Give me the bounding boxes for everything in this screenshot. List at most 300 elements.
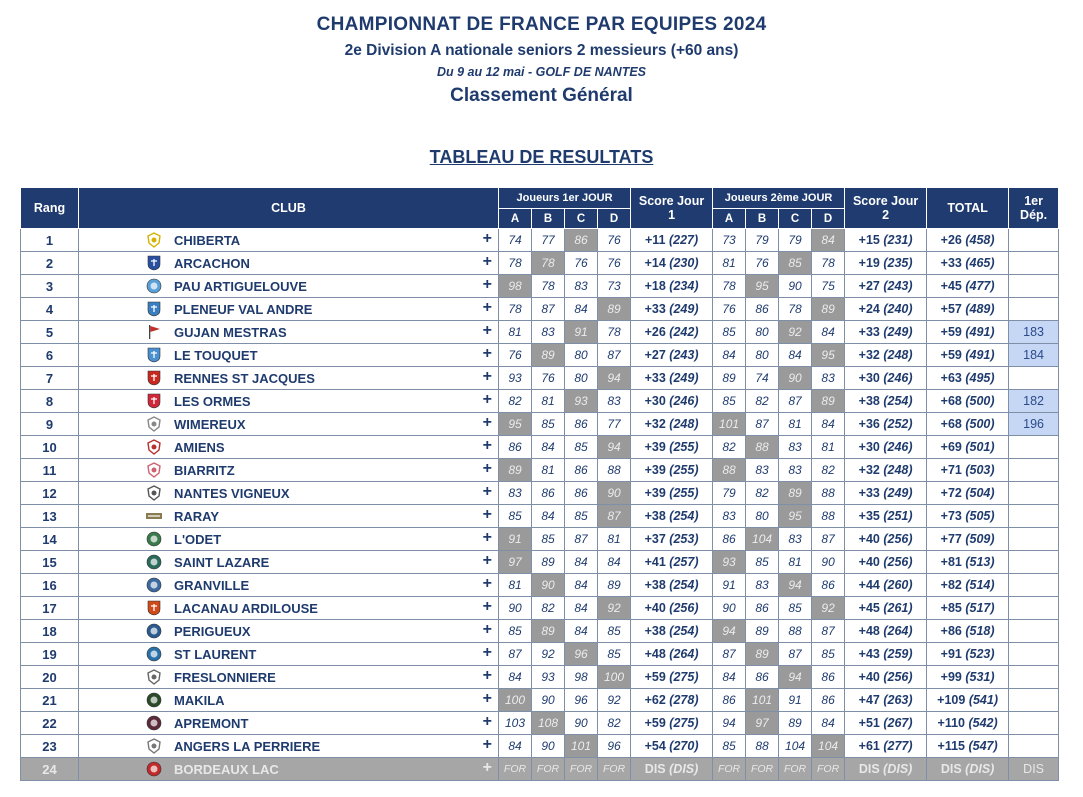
total-strokes: (547) — [968, 739, 998, 753]
total-cell — [927, 689, 1009, 712]
expand-plus-icon[interactable]: + — [482, 759, 492, 776]
day2-player-score: 87 — [779, 390, 812, 413]
club-cell — [79, 344, 499, 367]
rank-cell: 14 — [21, 528, 79, 551]
col-score-jour1-num: 1 — [668, 208, 676, 222]
day2-player-score: 79 — [713, 482, 746, 505]
expand-plus-icon[interactable]: + — [482, 276, 492, 293]
col-j2-player-b: B — [746, 209, 779, 229]
club-name: BORDEAUX LAC — [174, 761, 279, 777]
day1-player-score: 100 — [598, 666, 631, 689]
day1-player-score: 73 — [598, 275, 631, 298]
score-day2-strokes: (256) — [883, 555, 913, 569]
day1-player-score: 86 — [565, 459, 598, 482]
score-day2-cell — [845, 528, 927, 551]
playoff-cell — [1009, 229, 1059, 252]
club-cell — [79, 505, 499, 528]
total-strokes: (503) — [965, 463, 995, 477]
day2-player-score: 92 — [812, 597, 845, 620]
day2-player-score: 89 — [812, 390, 845, 413]
day1-player-score: FOR — [499, 758, 532, 781]
score-day1-strokes: (254) — [669, 578, 699, 592]
circle-logo — [146, 761, 162, 777]
club-cell — [79, 620, 499, 643]
score-day2-strokes: (256) — [883, 532, 913, 546]
expand-plus-icon[interactable]: + — [482, 253, 492, 270]
day2-player-score: 81 — [713, 252, 746, 275]
day2-player-score: 85 — [779, 597, 812, 620]
table-row — [21, 666, 1059, 689]
day1-player-score: 86 — [565, 482, 598, 505]
score-day2-cell — [845, 344, 927, 367]
total-strokes: (500) — [965, 394, 995, 408]
day2-player-score: FOR — [779, 758, 812, 781]
day2-player-score: 81 — [779, 551, 812, 574]
playoff-cell — [1009, 505, 1059, 528]
day1-player-score: 97 — [499, 551, 532, 574]
day1-player-score: 108 — [532, 712, 565, 735]
expand-plus-icon[interactable]: + — [482, 713, 492, 730]
score-day1: +37 — [644, 532, 666, 546]
col-score-jour2-num: 2 — [882, 208, 890, 222]
day1-player-score: 87 — [499, 643, 532, 666]
total-strokes: (491) — [965, 348, 995, 362]
day2-player-score: 92 — [779, 321, 812, 344]
score-day1-strokes: (249) — [669, 371, 699, 385]
day2-player-score: 89 — [779, 482, 812, 505]
day2-player-score: 87 — [812, 620, 845, 643]
total-cell — [927, 413, 1009, 436]
expand-plus-icon[interactable]: + — [482, 552, 492, 569]
club-cell — [79, 643, 499, 666]
playoff-cell — [1009, 482, 1059, 505]
day1-player-score: 92 — [598, 689, 631, 712]
score-day2: +19 — [858, 256, 880, 270]
day2-player-score: 80 — [746, 321, 779, 344]
club-name: FRESLONNIERE — [174, 669, 276, 685]
club-name: PERIGUEUX — [174, 623, 251, 639]
total-cell — [927, 298, 1009, 321]
score-day2-strokes: (267) — [883, 716, 913, 730]
day1-player-score: 85 — [532, 528, 565, 551]
club-name: AMIENS — [174, 439, 225, 455]
crest-logo — [146, 439, 162, 455]
expand-plus-icon[interactable]: + — [482, 437, 492, 454]
day2-player-score: 83 — [779, 459, 812, 482]
shield-logo — [146, 255, 162, 271]
classement-heading: Classement Général — [450, 85, 633, 106]
day2-player-score: FOR — [713, 758, 746, 781]
club-name: LES ORMES — [174, 393, 251, 409]
score-day2-strokes: (246) — [883, 371, 913, 385]
score-day1-strokes: (264) — [669, 647, 699, 661]
club-cell — [79, 551, 499, 574]
total-strokes: (541) — [968, 693, 998, 707]
score-day1-strokes: (255) — [669, 486, 699, 500]
expand-plus-icon[interactable]: + — [482, 391, 492, 408]
club-name: PLENEUF VAL ANDRE — [174, 301, 313, 317]
rank-cell: 15 — [21, 551, 79, 574]
day1-player-score: 84 — [565, 298, 598, 321]
day1-player-score: 90 — [532, 735, 565, 758]
playoff-cell — [1009, 620, 1059, 643]
club-cell — [79, 252, 499, 275]
score-day2-cell — [845, 367, 927, 390]
playoff-cell — [1009, 689, 1059, 712]
day2-player-score: 74 — [746, 367, 779, 390]
day1-player-score: FOR — [565, 758, 598, 781]
total-score: DIS — [940, 762, 962, 776]
day2-player-score: FOR — [746, 758, 779, 781]
col-j2-player-a: A — [713, 209, 746, 229]
expand-plus-icon[interactable]: + — [482, 414, 492, 431]
col-j2-player-c: C — [779, 209, 812, 229]
club-cell — [79, 298, 499, 321]
day1-player-score: 76 — [565, 252, 598, 275]
expand-plus-icon[interactable]: + — [482, 368, 492, 385]
day2-player-score: 84 — [713, 344, 746, 367]
day1-player-score: 87 — [598, 344, 631, 367]
shield-logo — [146, 347, 162, 363]
day1-player-score: 78 — [598, 321, 631, 344]
total-cell — [927, 344, 1009, 367]
total-strokes: (DIS) — [965, 762, 995, 776]
day2-player-score: 83 — [746, 459, 779, 482]
col-j1-player-b: B — [532, 209, 565, 229]
day1-player-score: 103 — [499, 712, 532, 735]
total-cell — [927, 666, 1009, 689]
club-cell — [79, 367, 499, 390]
club-cell — [79, 275, 499, 298]
day2-player-score: 87 — [746, 413, 779, 436]
score-day1-strokes: (DIS) — [669, 762, 699, 776]
playoff-cell — [1009, 528, 1059, 551]
expand-plus-icon[interactable]: + — [482, 460, 492, 477]
total-cell — [927, 712, 1009, 735]
score-day2: +32 — [858, 463, 880, 477]
day2-player-score: 83 — [746, 574, 779, 597]
day1-player-score: 86 — [565, 413, 598, 436]
score-day1-cell — [631, 367, 713, 390]
total-cell — [927, 574, 1009, 597]
table-row — [21, 482, 1059, 505]
total-cell — [927, 620, 1009, 643]
total-strokes: (523) — [965, 647, 995, 661]
playoff-cell: 183 — [1009, 321, 1059, 344]
expand-plus-icon[interactable]: + — [482, 621, 492, 638]
expand-plus-icon[interactable]: + — [482, 598, 492, 615]
col-rang: Rang — [21, 188, 79, 229]
expand-plus-icon[interactable]: + — [482, 644, 492, 661]
total-strokes: (531) — [965, 670, 995, 684]
score-day2-cell — [845, 229, 927, 252]
score-day1-cell — [631, 505, 713, 528]
playoff-cell — [1009, 643, 1059, 666]
score-day1-cell — [631, 459, 713, 482]
day2-player-score: 89 — [746, 643, 779, 666]
score-day1: +41 — [644, 555, 666, 569]
day1-player-score: 76 — [499, 344, 532, 367]
day2-player-score: 95 — [812, 344, 845, 367]
banner-logo — [146, 508, 162, 524]
total-score: +59 — [940, 348, 962, 362]
day1-player-score: 83 — [565, 275, 598, 298]
day1-player-score: 84 — [565, 551, 598, 574]
day1-player-score: 96 — [565, 643, 598, 666]
day1-player-score: 84 — [598, 551, 631, 574]
expand-plus-icon[interactable]: + — [482, 529, 492, 546]
expand-plus-icon[interactable]: + — [482, 506, 492, 523]
total-score: +77 — [940, 532, 962, 546]
day2-player-score: 86 — [812, 689, 845, 712]
day2-player-score: 76 — [713, 298, 746, 321]
day1-player-score: FOR — [598, 758, 631, 781]
playoff-cell — [1009, 735, 1059, 758]
score-day2-cell — [845, 321, 927, 344]
score-day2-cell — [845, 712, 927, 735]
score-day2: +24 — [858, 302, 880, 316]
total-score: +91 — [940, 647, 962, 661]
expand-plus-icon[interactable]: + — [482, 322, 492, 339]
col-jour2-players: Joueurs 2ème JOUR — [713, 188, 845, 209]
day2-player-score: 89 — [779, 712, 812, 735]
score-day2-strokes: (249) — [883, 325, 913, 339]
score-day2-strokes: (252) — [883, 417, 913, 431]
day2-player-score: 84 — [812, 712, 845, 735]
day2-player-score: 73 — [713, 229, 746, 252]
score-day2-strokes: (243) — [883, 279, 913, 293]
total-cell — [927, 482, 1009, 505]
score-day2: +44 — [858, 578, 880, 592]
day1-player-score: 78 — [532, 252, 565, 275]
playoff-cell — [1009, 459, 1059, 482]
division-subtitle: 2e Division A nationale seniors 2 messieurs (+60 ans) — [344, 42, 739, 59]
day1-player-score: 90 — [499, 597, 532, 620]
score-day1: +14 — [644, 256, 666, 270]
day2-player-score: 89 — [746, 620, 779, 643]
day1-player-score: 90 — [532, 574, 565, 597]
day2-player-score: 90 — [713, 597, 746, 620]
club-cell — [79, 758, 499, 781]
rank-cell: 22 — [21, 712, 79, 735]
score-day2-cell — [845, 275, 927, 298]
score-day2: +30 — [858, 440, 880, 454]
total-score: +73 — [940, 509, 962, 523]
expand-plus-icon[interactable]: + — [482, 575, 492, 592]
day1-player-score: 88 — [598, 459, 631, 482]
total-score: +115 — [937, 739, 965, 753]
score-day1-cell — [631, 482, 713, 505]
total-score: +110 — [937, 716, 965, 730]
day1-player-score: 86 — [565, 229, 598, 252]
total-cell — [927, 643, 1009, 666]
playoff-cell — [1009, 551, 1059, 574]
total-score: +86 — [940, 624, 962, 638]
playoff-cell — [1009, 298, 1059, 321]
score-day1-strokes: (275) — [669, 716, 699, 730]
score-day2: +47 — [858, 693, 880, 707]
day2-player-score: 84 — [779, 344, 812, 367]
col-depart-label-1: 1er — [1024, 194, 1043, 208]
score-day1-strokes: (246) — [669, 394, 699, 408]
club-name: SAINT LAZARE — [174, 554, 270, 570]
col-club: CLUB — [79, 188, 499, 229]
club-name: GUJAN MESTRAS — [174, 324, 287, 340]
score-day1: +40 — [644, 601, 666, 615]
club-name: RARAY — [174, 508, 220, 524]
score-day1-strokes: (254) — [669, 624, 699, 638]
rank-cell: 3 — [21, 275, 79, 298]
day2-player-score: 79 — [746, 229, 779, 252]
score-day1-cell — [631, 551, 713, 574]
score-day2: +48 — [858, 624, 880, 638]
score-day2: +15 — [858, 233, 880, 247]
day2-player-score: 101 — [713, 413, 746, 436]
day1-player-score: 93 — [565, 390, 598, 413]
day1-player-score: 84 — [532, 505, 565, 528]
score-day1-cell — [631, 712, 713, 735]
shield-logo — [146, 370, 162, 386]
score-day2: +38 — [858, 394, 880, 408]
day1-player-score: 84 — [499, 666, 532, 689]
club-name: NANTES VIGNEUX — [174, 485, 290, 501]
results-table — [20, 187, 1059, 781]
table-row — [21, 528, 1059, 551]
club-cell — [79, 321, 499, 344]
rank-cell: 17 — [21, 597, 79, 620]
day1-player-score: 96 — [565, 689, 598, 712]
day2-player-score: 84 — [812, 413, 845, 436]
club-name: MAKILA — [174, 692, 225, 708]
day2-player-score: 94 — [779, 574, 812, 597]
day1-player-score: 94 — [598, 436, 631, 459]
day2-player-score: 91 — [713, 574, 746, 597]
total-score: +45 — [940, 279, 962, 293]
day1-player-score: 80 — [565, 344, 598, 367]
day1-player-score: 87 — [598, 505, 631, 528]
expand-plus-icon[interactable]: + — [482, 299, 492, 316]
rank-cell: 21 — [21, 689, 79, 712]
table-row — [21, 390, 1059, 413]
score-day1: +59 — [644, 670, 666, 684]
total-strokes: (495) — [965, 371, 995, 385]
score-day1-cell — [631, 666, 713, 689]
day1-player-score: 85 — [565, 505, 598, 528]
expand-plus-icon[interactable]: + — [482, 736, 492, 753]
day2-player-score: 76 — [746, 252, 779, 275]
club-name: LE TOUQUET — [174, 347, 258, 363]
day2-player-score: FOR — [812, 758, 845, 781]
total-cell — [927, 321, 1009, 344]
shield-logo — [146, 301, 162, 317]
shield-logo — [146, 600, 162, 616]
day1-player-score: 87 — [565, 528, 598, 551]
score-day1-cell — [631, 643, 713, 666]
day1-player-score: 85 — [499, 505, 532, 528]
day1-player-score: 85 — [499, 620, 532, 643]
score-day2-strokes: (259) — [883, 647, 913, 661]
score-day2-cell — [845, 505, 927, 528]
table-row — [21, 574, 1059, 597]
score-day2: +30 — [858, 371, 880, 385]
day1-player-score: 89 — [499, 459, 532, 482]
total-score: +59 — [940, 325, 962, 339]
total-cell — [927, 459, 1009, 482]
score-day2-cell — [845, 551, 927, 574]
day1-player-score: 90 — [532, 689, 565, 712]
table-row — [21, 252, 1059, 275]
day1-player-score: 89 — [598, 298, 631, 321]
shield-logo — [146, 393, 162, 409]
circle-logo — [146, 577, 162, 593]
playoff-cell — [1009, 712, 1059, 735]
table-row — [21, 298, 1059, 321]
score-day2-cell — [845, 758, 927, 781]
score-day1-strokes: (255) — [669, 463, 699, 477]
score-day1-cell — [631, 758, 713, 781]
score-day1: +33 — [644, 302, 666, 316]
circle-logo — [146, 692, 162, 708]
total-score: +63 — [940, 371, 962, 385]
score-day1-cell — [631, 390, 713, 413]
expand-plus-icon[interactable]: + — [482, 690, 492, 707]
total-score: +109 — [937, 693, 966, 707]
score-day2-cell — [845, 666, 927, 689]
playoff-cell: 196 — [1009, 413, 1059, 436]
day2-player-score: 81 — [779, 413, 812, 436]
col-score-jour1-label: Score Jour — [638, 194, 705, 208]
day2-player-score: 94 — [713, 712, 746, 735]
expand-plus-icon[interactable]: + — [482, 483, 492, 500]
table-row — [21, 459, 1059, 482]
day1-player-score: 78 — [499, 252, 532, 275]
day1-player-score: 81 — [499, 574, 532, 597]
day2-player-score: 80 — [746, 505, 779, 528]
total-strokes: (509) — [965, 532, 995, 546]
club-name: ANGERS LA PERRIERE — [174, 738, 321, 754]
score-day2: +33 — [858, 325, 880, 339]
day2-player-score: 91 — [779, 689, 812, 712]
day1-player-score: 76 — [532, 367, 565, 390]
rank-cell: 6 — [21, 344, 79, 367]
score-day2: +40 — [858, 555, 880, 569]
day1-player-score: 91 — [565, 321, 598, 344]
score-day1-cell — [631, 574, 713, 597]
expand-plus-icon[interactable]: + — [482, 667, 492, 684]
score-day2: +43 — [858, 647, 880, 661]
col-j1-player-d: D — [598, 209, 631, 229]
playoff-cell — [1009, 597, 1059, 620]
event-dates: Du 9 au 12 mai - GOLF DE NANTES — [436, 65, 647, 79]
club-cell — [79, 597, 499, 620]
total-strokes: (505) — [965, 509, 995, 523]
day1-player-score: 85 — [598, 643, 631, 666]
total-cell — [927, 551, 1009, 574]
day2-player-score: 90 — [812, 551, 845, 574]
expand-plus-icon[interactable]: + — [482, 345, 492, 362]
playoff-cell: DIS — [1009, 758, 1059, 781]
day2-player-score: 78 — [812, 252, 845, 275]
playoff-cell — [1009, 666, 1059, 689]
score-day1-cell — [631, 321, 713, 344]
score-day2-strokes: (263) — [883, 693, 913, 707]
expand-plus-icon[interactable]: + — [482, 230, 492, 247]
total-score: +99 — [940, 670, 962, 684]
total-strokes: (513) — [965, 555, 995, 569]
day1-player-score: 96 — [598, 735, 631, 758]
day2-player-score: 104 — [746, 528, 779, 551]
score-day1-strokes: (227) — [668, 233, 699, 247]
